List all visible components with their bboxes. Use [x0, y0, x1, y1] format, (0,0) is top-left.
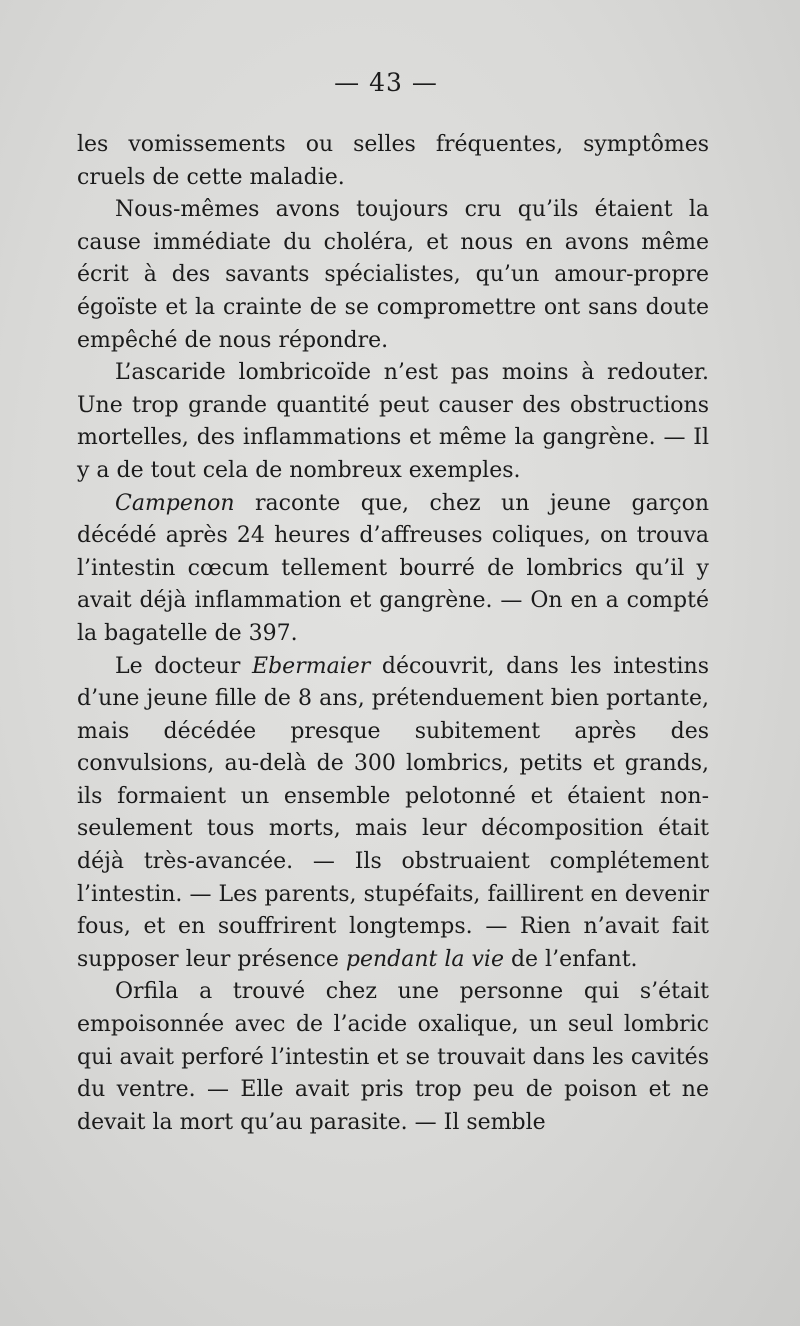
paragraph-3: [77, 357, 709, 487]
paragraph-6-text: Orfila a trouvé chez une personne qui s’était empoisonnée avec de l’acide oxalique, un seul lombric qui avait perforé l’intestin et se trouvait dans les cavités du ventre. — Elle avait pris trop peu de poison et ne devait la mort qu’au parasite. — Il semble: [77, 979, 709, 1135]
paragraph-5-text-c: de l’enfant.: [503, 946, 638, 972]
paragraph-5: [77, 651, 709, 977]
paragraph-4: [77, 488, 709, 651]
author-name-campenon: Campenon: [115, 490, 235, 516]
paragraph-5-text-b: découvrit, dans les intestins d’une jeune fille de 8 ans, prétenduement bien portante, mais décédée presque subitement après des convulsions, au-delà de 300 lombrics, petits et grands, ils formaient un ensemble pelotonné et étaient non-seulement tous morts, mais leur décomposition était déjà très-avancée. — Ils obstruaient complétement l’intestin. — Les parents, stupéfaits, faillirent en devenir fous, et en souffrirent longtemps. — Rien n’avait fait supposer leur présence: [77, 653, 710, 972]
author-name-ebermaier: Ebermaier: [252, 653, 371, 679]
body-text: [77, 129, 709, 1139]
paragraph-2: [77, 194, 709, 357]
paragraph-2-text: Nous-mêmes avons toujours cru qu’ils étaient la cause immédiate du choléra, et nous en avons même écrit à des savants spécialistes, qu’un amour-propre égoïste et la crainte de se compromettre ont sans doute empêché de nous répondre.: [77, 197, 709, 353]
paragraph-3-text: L’ascaride lombricoïde n’est pas moins à redouter. Une trop grande quantité peut causer des obstructions mortelles, des inflammations et même la gangrène. — Il y a de tout cela de nombreux exemples.: [77, 360, 709, 483]
paragraph-6: [77, 976, 709, 1139]
page-number: — 43 —: [334, 68, 438, 97]
paragraph-5-text-a: Le docteur: [115, 653, 253, 679]
emphasis-pendant-la-vie: pendant la vie: [345, 946, 504, 972]
paragraph-4-text: raconte que, chez un jeune garçon décédé après 24 heures d’affreuses coliques, on trouva l’intestin cœcum tellement bourré de lombrics qu’il y avait déjà inflammation et gangrène. — On en a compté la bagatelle de 397.: [77, 490, 709, 646]
paragraph-1: [77, 129, 709, 194]
paragraph-1-text: les vomissements ou selles fréquentes, symptômes cruels de cette maladie.: [77, 132, 709, 190]
